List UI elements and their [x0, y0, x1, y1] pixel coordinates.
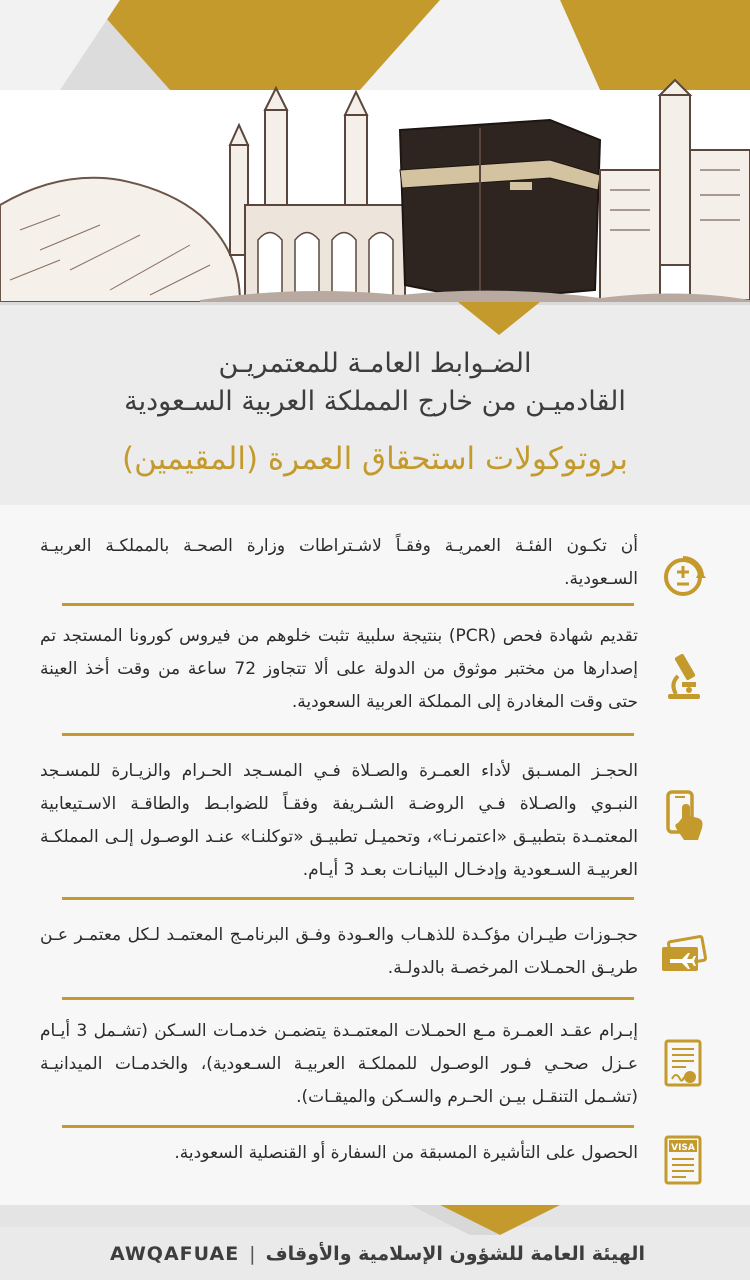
- visa-document-icon: [656, 1133, 710, 1187]
- item-text: الحصول على التأشيرة المسبقة من السفارة أو القنصلية السعودية.: [174, 1143, 638, 1163]
- divider: [62, 603, 634, 606]
- flight-ticket-icon: [656, 929, 710, 983]
- age-plus-minus-icon: [656, 550, 710, 604]
- mobile-app-icon: [656, 790, 710, 844]
- page-subtitle: بروتوكولات استحقاق العمرة (المقيمين): [121, 441, 629, 477]
- microscope-icon: [656, 650, 710, 704]
- item-text: إبـرام عقـد العمـرة مـع الحمـلات المعتمـدة يتضمـن خدمـات السـكن (تشـمل 3 أيـام عـزل صحـي فـور الوصـول للمملكـة العربيـة السـعودية)، والخدمـات الميدانيـة (تشـمل التنقـل بيـن الحـرم والسـكن والميقـات).: [40, 1021, 639, 1107]
- requirements-list: [0, 505, 750, 1205]
- page-title-line2: القادميـن من خارج المملكة العربية السـعودية: [124, 386, 626, 417]
- divider: [62, 897, 634, 900]
- title-block: [0, 345, 750, 479]
- kaaba-sketch: [400, 120, 600, 300]
- item-text: الحجـز المسـبق لأداء العمـرة والصـلاة فـي المسـجد الحـرام والزيـارة للمسـجد النبـوي والصـلاة فـي الروضـة الشـريفة وفقـاً للضوابـط والطاقـة الاسـتيعابية المعتمـدة بتطبيـق «اعتمرنـا»، وتحميـل تطبيـق «توكلنـا» عنـد الوصـول إلـى المملكـة العربيـة السـعودية وإدخـال البيانـات بعـد 3 أيـام.: [40, 761, 638, 880]
- item-text: حجـوزات طيـران مؤكـدة للذهـاب والعـودة وفـق البرنامـج المعتمـد لـكل معتمـر عـن طريـق الحمـلات المرخصـة بالدولـة.: [40, 925, 638, 978]
- divider: [62, 997, 634, 1000]
- item-text: تقديم شهادة فحص (PCR) بنتيجة سلبية تثبت خلوهم من فيروس كورونا المستجد تم إصدارها من مختبر موثوق من الدولة على ألا تتجاوز 72 ساعة من وقت أخذ العينة حتى وقت المغادرة إلى المملكة العربية السعودية.: [40, 626, 638, 712]
- footer-decoration: [0, 1205, 750, 1240]
- item-text: أن تكـون الفئـة العمريـة وفقـاً لاشـتراطات وزارة الصحـة بالمملكـة العربيـة السـعودية.: [40, 536, 638, 589]
- divider: [62, 733, 634, 736]
- footer-text: [110, 1243, 645, 1265]
- page-title-line1: الضـوابط العامـة للمعتمريـن: [218, 348, 532, 379]
- header: [0, 0, 750, 505]
- visa-label: VISA: [671, 1143, 695, 1153]
- contract-document-icon: [656, 1037, 710, 1091]
- footer: [0, 1205, 750, 1280]
- divider: [62, 1125, 634, 1128]
- footer-organization: الهيئة العامة للشؤون الإسلامية والأوقاف: [265, 1243, 645, 1265]
- footer-brand[interactable]: AWQAFUAE: [110, 1243, 240, 1265]
- footer-separator: |: [249, 1243, 256, 1265]
